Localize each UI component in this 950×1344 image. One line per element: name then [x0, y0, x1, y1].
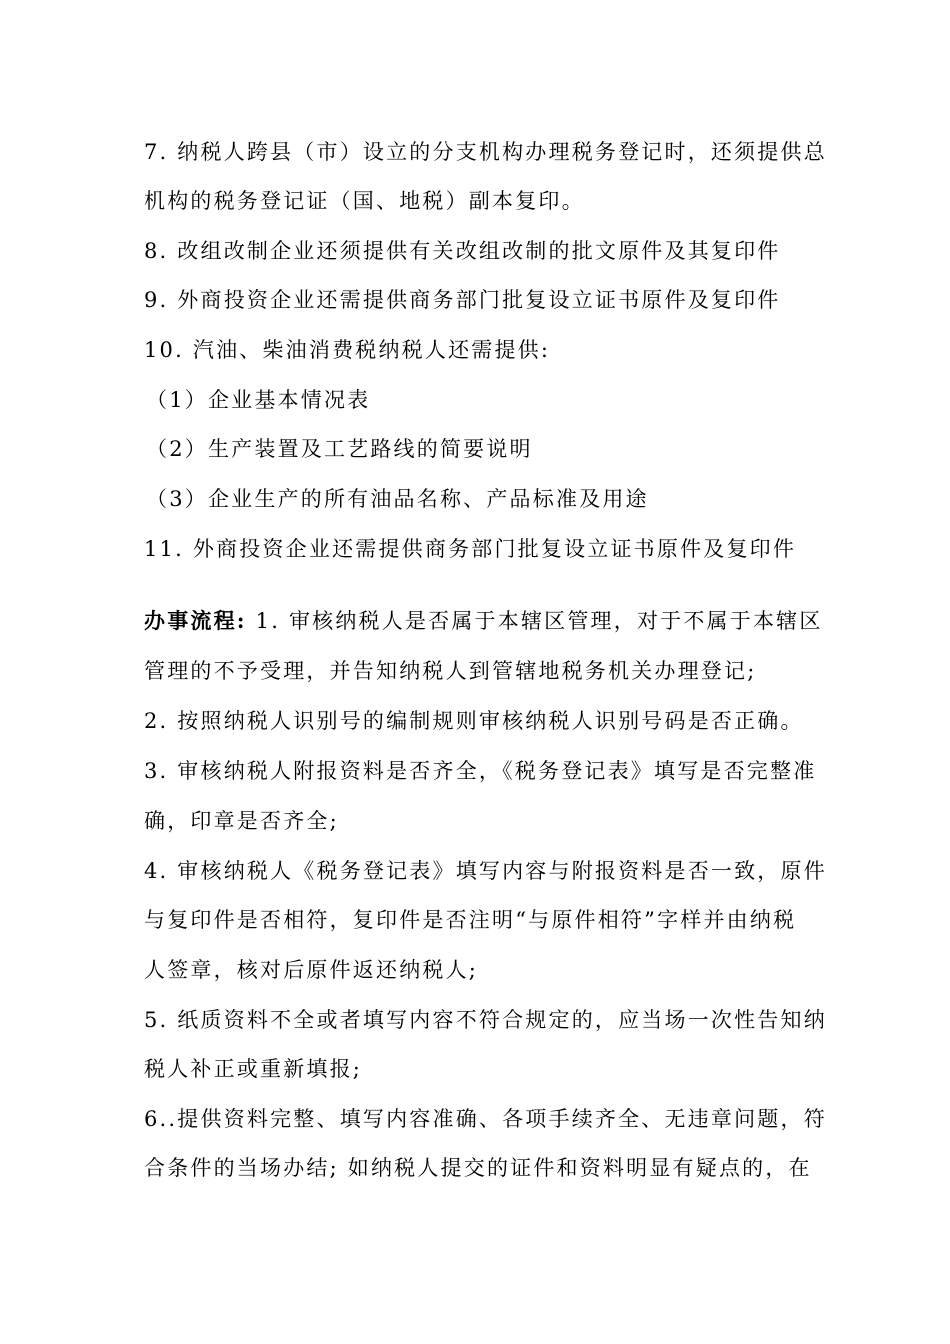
- requirement-line: 10. 汽油、柴油消费税纳税人还需提供:: [144, 338, 551, 362]
- procedure-line: 6..提供资料完整、填写内容准确、各项手续齐全、无违章问题，符: [144, 1107, 827, 1131]
- requirement-line: 8. 改组改制企业还须提供有关改组改制的批文原件及其复印件: [144, 239, 781, 263]
- procedure-line: 3. 审核纳税人附报资料是否齐全，《税务登记表》填写是否完整准: [144, 759, 817, 783]
- requirement-line: 9. 外商投资企业还需提供商务部门批复设立证书原件及复印件: [144, 288, 781, 312]
- procedure-line: 合条件的当场办结; 如纳税人提交的证件和资料明显有疑点的，在: [144, 1156, 812, 1180]
- procedure-first-line: [144, 608, 823, 634]
- requirement-line: 机构的税务登记证（国、地税）副本复印。: [144, 189, 585, 213]
- requirement-subitem: （2）生产装置及工艺路线的简要说明: [146, 437, 533, 461]
- procedure-heading: 办事流程:: [144, 608, 247, 633]
- procedure-step-text: 1. 审核纳税人是否属于本辖区管理，对于不属于本辖区: [246, 609, 823, 633]
- procedure-line: 5. 纸质资料不全或者填写内容不符合规定的，应当场一次性告知纳: [144, 1008, 827, 1032]
- procedure-line: 税人补正或重新填报;: [144, 1057, 363, 1081]
- requirement-subitem: （1）企业基本情况表: [146, 388, 371, 412]
- procedure-line: 确，印章是否齐全;: [144, 809, 339, 833]
- procedure-line: 人签章，核对后原件返还纳税人;: [144, 958, 479, 982]
- requirement-line: 11. 外商投资企业还需提供商务部门批复设立证书原件及复印件: [144, 537, 797, 561]
- procedure-line: 管理的不予受理，并告知纳税人到管辖地税务机关办理登记;: [144, 659, 757, 683]
- procedure-line: 4. 审核纳税人《税务登记表》填写内容与附报资料是否一致，原件: [144, 859, 827, 883]
- requirement-subitem: （3）企业生产的所有油品名称、产品标准及用途: [146, 487, 649, 511]
- requirement-line: 7. 纳税人跨县（市）设立的分支机构办理税务登记时，还须提供总: [144, 140, 827, 164]
- procedure-line: 2. 按照纳税人识别号的编制规则审核纳税人识别号码是否正确。: [144, 709, 804, 733]
- procedure-line: 与复印件是否相符，复印件是否注明“与原件相符”字样并由纳税: [144, 908, 797, 932]
